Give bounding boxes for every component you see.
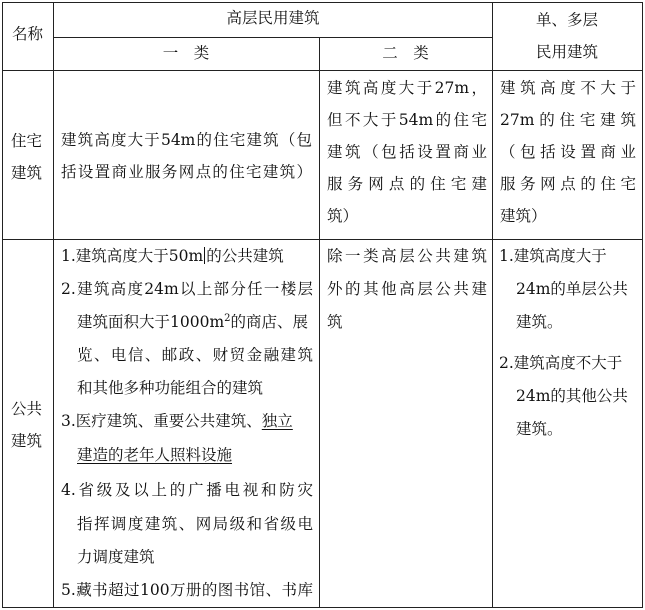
residential-low-rise-line1: 建筑高度不大于 [500,79,636,97]
public-low-rise-item1-line1: 1.建筑高度大于 [499,247,607,265]
public-class-one-item2-line1: 2.建筑高度24m以上部分任一楼层 [61,280,313,298]
public-class-one-item2-area-text: 建筑面积大于1000m [77,313,225,331]
public-class-one-item3-line2: 建造的老年人照料设施 [77,446,233,464]
public-class-one-item2-area-text-end: 的商店、展 [230,313,309,331]
header-low-rise-line1: 单、多层 [535,11,598,29]
header-high-rise: 高层民用建筑 [226,9,320,27]
public-class-one-item1-text-end: 的公共建筑 [206,247,284,265]
table-border-right [642,2,643,608]
superscript-2: 2 [224,312,231,324]
public-class-two-line2: 外的其他高层公共建 [327,280,487,298]
header-name-cell: 名称 [11,25,43,43]
column-divider-class-one [319,37,320,608]
column-divider-name [53,2,54,608]
column-divider-high-rise [492,2,493,608]
public-low-rise-item2-line1: 2.建筑高度不大于 [499,354,623,372]
table-border-bottom [2,607,643,608]
residential-class-two-line2: 但不大于54m的住宅 [327,111,487,129]
residential-class-two-line3: 建筑（包括设置商业 [327,143,487,161]
residential-class-one-line1: 建筑高度大于54m的住宅建筑（包 [61,131,312,149]
public-class-two-line1: 除一类高层公共建筑 [327,247,487,265]
residential-class-two-line5: 筑） [327,207,359,225]
residential-class-two-line4: 服务网点的住宅建 [327,175,487,193]
public-class-one-item2-line3: 览、电信、邮政、财贸金融建筑 [77,346,313,364]
header-class-two: 二 类 [382,44,429,62]
public-class-one-item4-line2: 指挥调度建筑、网局级和省级电 [77,515,313,533]
public-class-one-item2-line2 [77,306,308,338]
residential-low-rise-line3: （包括设置商业 [500,143,636,161]
public-class-one-item3-underlined: 独立 [261,412,293,430]
residential-low-rise-line2: 27m的住宅建筑 [500,111,636,129]
residential-low-rise-line4: 服务网点的住宅 [500,175,636,193]
public-class-one-item1-text: 1.建筑高度大于50m [61,247,204,265]
residential-class-one-line2: 括设置商业服务网点的住宅建筑） [61,163,312,181]
public-class-two-line3: 筑 [327,313,343,331]
residential-low-rise-line5: 建筑） [500,207,547,225]
public-low-rise-item2-line2: 24m的其他公共 [516,387,628,405]
table-border-left [2,2,3,608]
header-low-rise-line2: 民用建筑 [535,43,598,61]
residential-label-line1: 住宅 [11,132,43,150]
header-class-one: 一 类 [162,44,210,62]
public-class-one-item4-line1: 4.省级及以上的广播电视和防灾 [61,481,313,499]
public-label-line2: 建筑 [11,432,43,450]
public-class-one-item3-text: 3.医疗建筑、重要公共建筑、 [61,412,262,430]
residential-class-two-line1: 建筑高度大于27m， [327,79,487,97]
public-class-one-item3-line1 [61,405,293,437]
public-class-one-item2-line4: 和其他多种功能组合的建筑 [77,379,264,397]
public-class-one-item5-line1: 5.藏书超过100万册的图书馆、书库 [61,581,313,599]
public-label-line1: 公共 [11,400,43,418]
header-bottom-border [2,70,643,71]
public-class-one-item1 [61,240,284,272]
public-class-one-item4-line3: 力调度建筑 [77,548,155,566]
residential-label-line2: 建筑 [11,164,43,182]
public-low-rise-item1-line2: 24m的单层公共 [516,280,628,298]
public-low-rise-item2-line3: 建筑。 [516,420,563,438]
public-low-rise-item1-line3: 建筑。 [516,313,563,331]
